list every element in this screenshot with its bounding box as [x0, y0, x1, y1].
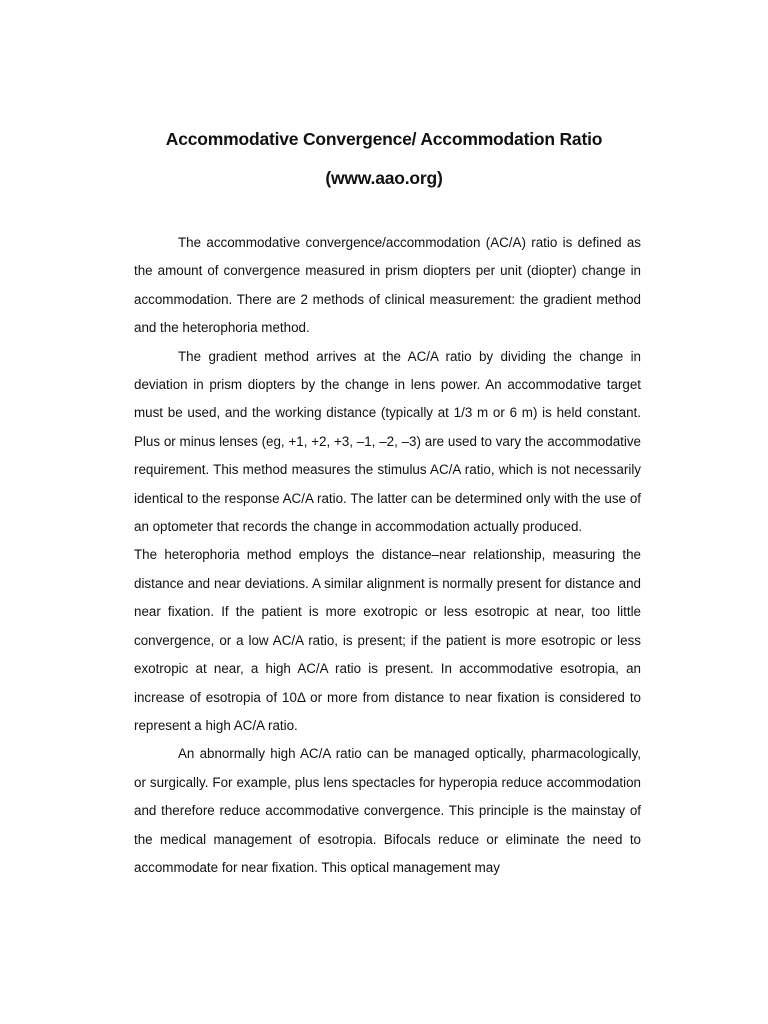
- document-body: [134, 229, 641, 882]
- paragraph-management: An abnormally high AC/A ratio can be managed optically, pharmacologically, or surgically. For example, plus lens spectacles for hyperopia reduce accommodation and therefore reduce accommodative convergence. This principle is the mainstay of the medical management of esotropia. Bifocals reduce or eliminate the need to accommodate for near fixation. This optical management may: [134, 746, 641, 875]
- document-title: Accommodative Convergence/ Accommodation Ratio: [165, 129, 603, 149]
- paragraph-definition: The accommodative convergence/accommodation (AC/A) ratio is defined as the amount of convergence measured in prism diopters per unit (diopter) change in accommodation. There are 2 methods of clinical measurement: the gradient method and the heterophoria method.: [134, 235, 641, 336]
- paragraph-gradient-method: The gradient method arrives at the AC/A ratio by dividing the change in deviation in prism diopters by the change in lens power. An accommodative target must be used, and the working distance (typically at 1/3 m or 6 m) is held constant. Plus or minus lenses (eg, +1, +2, +3, –1, –2, –3) are used to vary the accommodative requirement. This method measures the stimulus AC/A ratio, which is not necessarily identical to the response AC/A ratio. The latter can be determined only with the use of an optometer that records the change in accommodation actually produced.: [134, 348, 641, 535]
- document-subtitle: (www.aao.org): [325, 168, 443, 188]
- paragraph-heterophoria-method: The heterophoria method employs the distance–near relationship, measuring the distance and near deviations. A similar alignment is normally present for distance and near fixation. If the patient is more exotropic or less esotropic at near, too little convergence, or a low AC/A ratio, is present; if the patient is more esotropic or less exotropic at near, a high AC/A ratio is present. In accommodative esotropia, an increase of esotropia of 10Δ or more from distance to near fixation is considered to represent a high AC/A ratio.: [134, 547, 641, 733]
